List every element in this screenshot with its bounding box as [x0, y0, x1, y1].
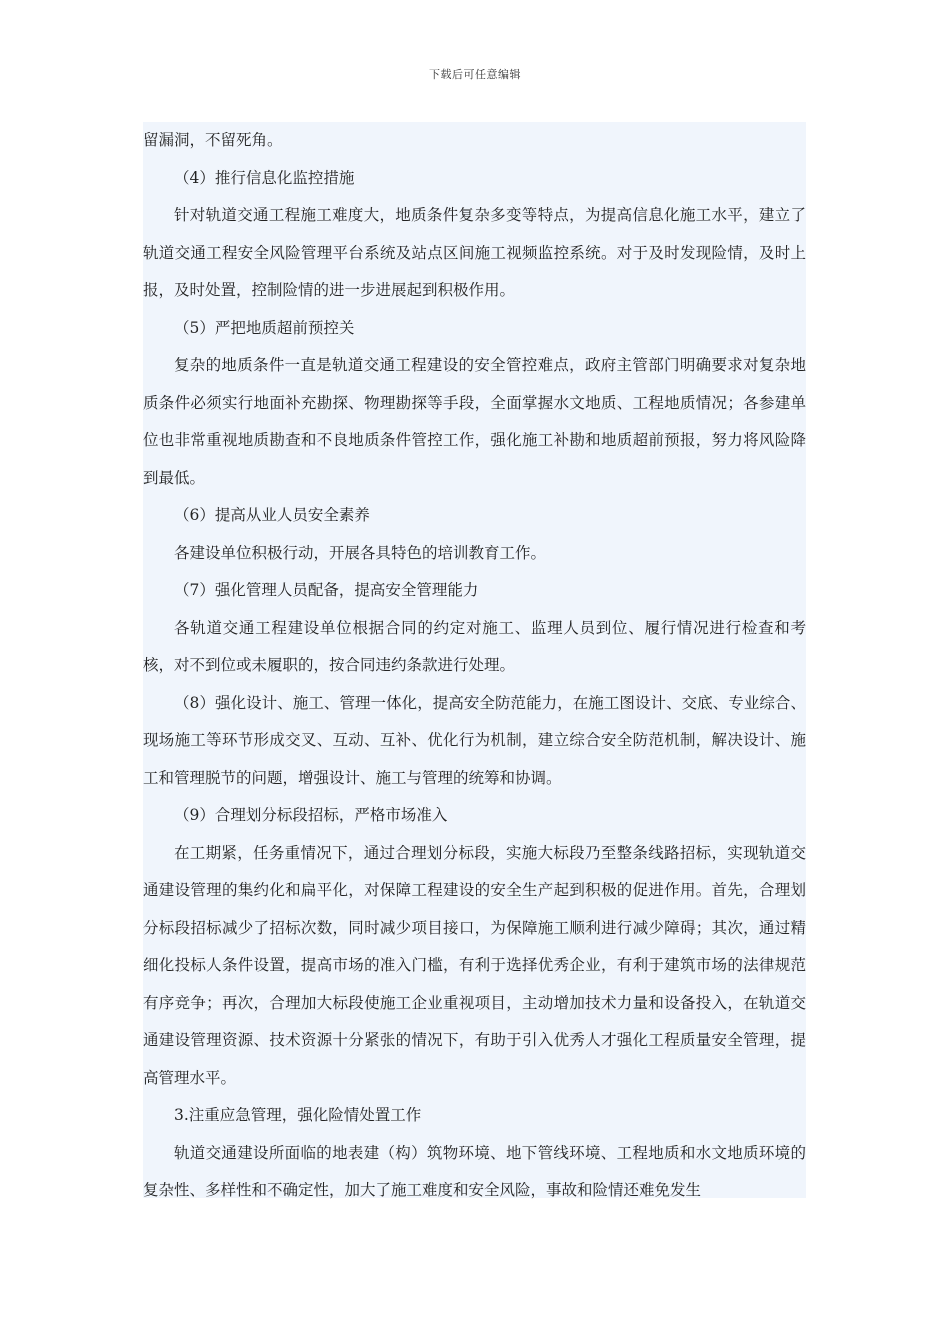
paragraph-section-3: 轨道交通建设所面临的地表建（构）筑物环境、地下管线环境、工程地质和水文地质环境的复杂性、多样性和不确定性，加大了施工难度和安全风险，事故和险情还难免发生 [143, 1143, 806, 1199]
paragraph-item-7: 各轨道交通工程建设单位根据合同的约定对施工、监理人员到位、履行情况进行检查和考核，对不到位或未履职的，按合同违约条款进行处理。 [143, 618, 806, 674]
paragraph-item-5: 复杂的地质条件一直是轨道交通工程建设的安全管控难点，政府主管部门明确要求对复杂地质条件必须实行地面补充勘探、物理勘探等手段，全面掌握水文地质、工程地质情况；各参建单位也非常重视地质勘查和不良地质条件管控工作，强化施工补勘和地质超前预报，努力将风险降到最低。 [143, 356, 806, 487]
heading-item-6: （6）提高从业人员安全素养 [174, 506, 370, 524]
heading-item-9: （9）合理划分标段招标，严格市场准入 [174, 806, 448, 824]
page-header: 下载后可任意编辑 [429, 68, 521, 81]
paragraph-item-8: （8）强化设计、施工、管理一体化，提高安全防范能力，在施工图设计、交底、专业综合、现场施工等环节形成交叉、互动、互补、优化行为机制，建立综合安全防范机制，解决设计、施工和管理脱节的问题，增强设计、施工与管理的统筹和协调。 [143, 693, 806, 787]
heading-item-4: （4）推行信息化监控措施 [174, 168, 355, 187]
heading-item-5: （5）严把地质超前预控关 [174, 318, 355, 337]
heading-item-7: （7）强化管理人员配备，提高安全管理能力 [174, 581, 479, 599]
paragraph-continuation: 留漏洞，不留死角。 [143, 131, 283, 149]
section-heading-3: 3.注重应急管理，强化险情处置工作 [174, 1106, 422, 1124]
paragraph-item-4: 针对轨道交通工程施工难度大，地质条件复杂多变等特点，为提高信息化施工水平，建立了轨道交通工程安全风险管理平台系统及站点区间施工视频监控系统。对于及时发现险情，及时上报，及时处置，控制险情的进一步进展起到积极作用。 [143, 206, 806, 299]
paragraph-item-9: 在工期紧，任务重情况下，通过合理划分标段，实施大标段乃至整条线路招标，实现轨道交通建设管理的集约化和扁平化，对保障工程建设的安全生产起到积极的促进作用。首先，合理划分标段招标减少了招标次数，同时减少项目接口，为保障施工顺利进行减少障碍；其次，通过精细化投标人条件设置，提高市场的准入门槛，有利于选择优秀企业，有利于建筑市场的法律规范有序竞争；再次，合理加大标段使施工企业重视项目，主动增加技术力量和设备投入，在轨道交通建设管理资源、技术资源十分紧张的情况下，有助于引入优秀人才强化工程质量安全管理，提高管理水平。 [143, 843, 806, 1087]
paragraph-item-6: 各建设单位积极行动，开展各具特色的培训教育工作。 [174, 543, 547, 562]
document-body [143, 122, 806, 1198]
